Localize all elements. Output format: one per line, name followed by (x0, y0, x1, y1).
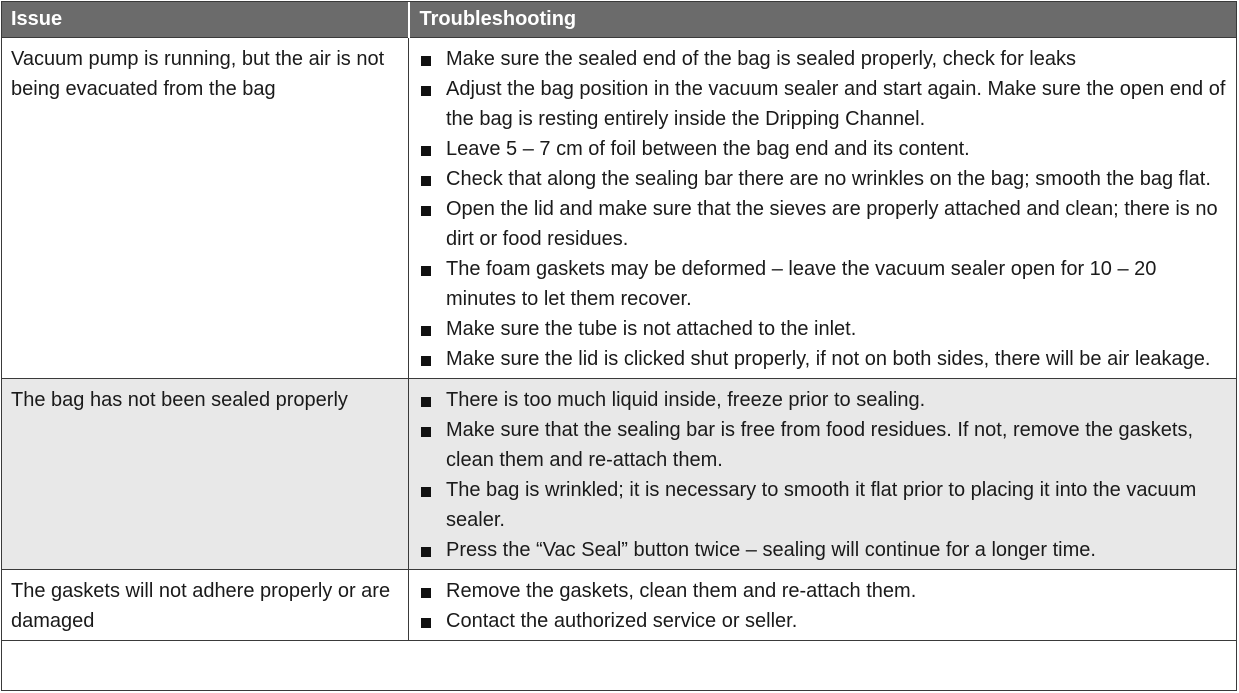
bullet-square-icon (421, 427, 431, 437)
list-item (421, 576, 1229, 606)
bullet-square-icon (421, 618, 431, 628)
list-item (421, 475, 1229, 535)
table-row (1, 379, 1237, 570)
troubleshooting-list (421, 44, 1229, 374)
list-item-text: Contact the authorized service or seller. (446, 610, 798, 632)
bullet-square-icon (421, 547, 431, 557)
bullet-square-icon (421, 326, 431, 336)
list-item-text: Make sure the lid is clicked shut properly, if not on both sides, there will be air leakage. (446, 348, 1211, 370)
list-item-text: Leave 5 – 7 cm of foil between the bag end and its content. (446, 138, 970, 160)
table-row (1, 570, 1237, 641)
bullet-square-icon (421, 56, 431, 66)
list-item (421, 535, 1229, 565)
list-item-text: Open the lid and make sure that the sieves are properly attached and clean; there is no dirt or food residues. (446, 198, 1218, 250)
list-item-text: Check that along the sealing bar there are no wrinkles on the bag; smooth the bag flat. (446, 168, 1211, 190)
troubleshooting-cell (409, 38, 1238, 379)
list-item-text: Press the “Vac Seal” button twice – sealing will continue for a longer time. (446, 539, 1096, 561)
bullet-square-icon (421, 86, 431, 96)
troubleshooting-cell (409, 570, 1238, 641)
troubleshooting-list (421, 385, 1229, 565)
list-item (421, 385, 1229, 415)
issue-cell: The gaskets will not adhere properly or are damaged (1, 570, 409, 641)
list-item-text: Make sure the sealed end of the bag is sealed properly, check for leaks (446, 48, 1076, 70)
troubleshooting-table (1, 1, 1237, 641)
troubleshooting-column-header: Troubleshooting (409, 1, 1238, 38)
troubleshooting-cell (409, 379, 1238, 570)
list-item (421, 134, 1229, 164)
list-item (421, 164, 1229, 194)
bullet-square-icon (421, 176, 431, 186)
list-item (421, 415, 1229, 475)
bullet-square-icon (421, 146, 431, 156)
list-item (421, 74, 1229, 134)
list-item-text: Remove the gaskets, clean them and re-attach them. (446, 580, 917, 602)
issue-cell: Vacuum pump is running, but the air is not being evacuated from the bag (1, 38, 409, 379)
bullet-square-icon (421, 266, 431, 276)
list-item (421, 44, 1229, 74)
list-item-text: Adjust the bag position in the vacuum sealer and start again. Make sure the open end of the bag is resting entirely inside the Dripping Channel. (446, 78, 1226, 130)
issue-column-header: Issue (1, 1, 409, 38)
issue-cell: The bag has not been sealed properly (1, 379, 409, 570)
list-item-text: The bag is wrinkled; it is necessary to smooth it flat prior to placing it into the vacuum sealer. (446, 479, 1197, 531)
list-item (421, 194, 1229, 254)
bullet-square-icon (421, 206, 431, 216)
list-item-text: The foam gaskets may be deformed – leave the vacuum sealer open for 10 – 20 minutes to let them recover. (446, 258, 1157, 310)
bullet-square-icon (421, 487, 431, 497)
list-item (421, 314, 1229, 344)
table-header-row (1, 1, 1237, 38)
list-item-text: Make sure that the sealing bar is free from food residues. If not, remove the gaskets, clean them and re-attach them. (446, 419, 1194, 471)
troubleshooting-list (421, 576, 1229, 636)
list-item (421, 254, 1229, 314)
bullet-square-icon (421, 356, 431, 366)
bullet-square-icon (421, 588, 431, 598)
table-row (1, 38, 1237, 379)
list-item-text: There is too much liquid inside, freeze prior to sealing. (446, 389, 926, 411)
bullet-square-icon (421, 397, 431, 407)
list-item (421, 344, 1229, 374)
list-item-text: Make sure the tube is not attached to the inlet. (446, 318, 857, 340)
list-item (421, 606, 1229, 636)
